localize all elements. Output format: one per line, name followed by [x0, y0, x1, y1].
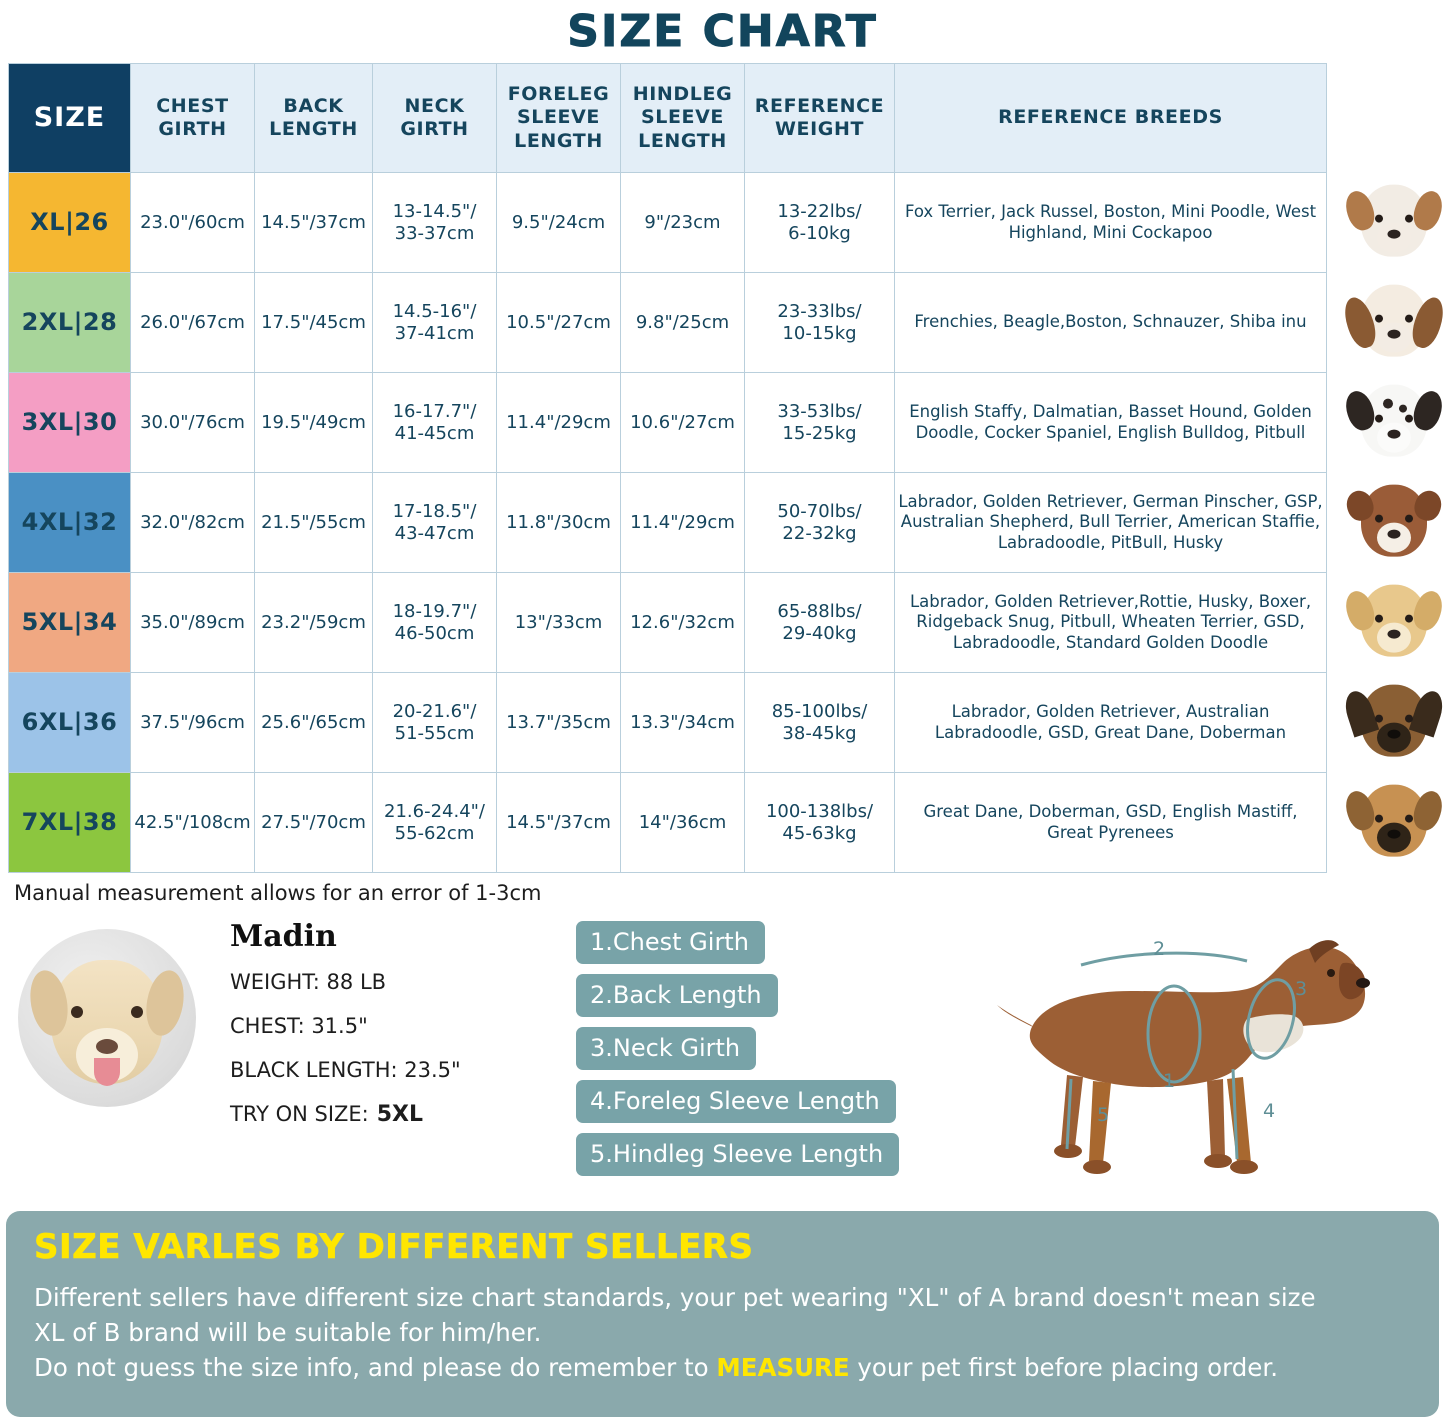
chest-girth-line1: CHEST	[156, 94, 229, 117]
seller-size-warning-banner	[6, 1211, 1439, 1417]
table-header	[9, 64, 1327, 173]
diagram-marker-4: 4	[1263, 1100, 1276, 1122]
hindleg-line3: LENGTH	[638, 129, 727, 152]
size-cell: 6XL|36	[9, 673, 131, 773]
banner-body	[34, 1281, 1421, 1385]
back-length-cell: 23.2"/59cm	[255, 573, 373, 673]
column-header-reference-weight	[745, 64, 895, 173]
chest-girth-cell: 30.0"/76cm	[131, 373, 255, 473]
hindleg-cell: 12.6"/32cm	[621, 573, 745, 673]
back-length-cell: 14.5"/37cm	[255, 173, 373, 273]
refweight-line2: WEIGHT	[774, 118, 865, 140]
neck-girth-inch: 14.5-16"/	[392, 300, 477, 322]
neck-girth-inch: 20-21.6"/	[392, 700, 477, 722]
neck-girth-cell	[373, 773, 497, 873]
breeds-cell: Frenchies, Beagle,Boston, Schnauzer, Shiba inu	[895, 273, 1327, 373]
table-row	[9, 373, 1327, 473]
table-row	[9, 773, 1327, 873]
neck-girth-cm: 43-47cm	[394, 522, 475, 544]
foreleg-cell: 10.5"/27cm	[497, 273, 621, 373]
neck-girth-cell	[373, 273, 497, 373]
weight-cell	[745, 373, 895, 473]
back-length-cell: 19.5"/49cm	[255, 373, 373, 473]
neck-girth-cm: 33-37cm	[394, 222, 475, 244]
foreleg-line3: LENGTH	[514, 129, 603, 152]
weight-lbs: 33-53lbs/	[777, 400, 862, 422]
weight-lbs: 23-33lbs/	[777, 300, 862, 322]
breed-photo-beagle	[1342, 267, 1445, 367]
weight-cell	[745, 773, 895, 873]
chest-girth-cell: 23.0"/60cm	[131, 173, 255, 273]
size-chart-table	[8, 63, 1327, 873]
back-length-cell: 17.5"/45cm	[255, 273, 373, 373]
breed-photo-german-shepherd	[1342, 667, 1445, 767]
breeds-cell: Labrador, Golden Retriever, Australian Labradoodle, GSD, Great Dane, Doberman	[895, 673, 1327, 773]
foreleg-line2: SLEEVE	[516, 106, 601, 129]
hindleg-cell: 14"/36cm	[621, 773, 745, 873]
neck-girth-cell	[373, 573, 497, 673]
table-row	[9, 173, 1327, 273]
weight-cell	[745, 273, 895, 373]
try-on-value: 5XL	[376, 1102, 424, 1127]
hindleg-cell: 11.4"/29cm	[621, 473, 745, 573]
dog-icon	[1342, 267, 1445, 367]
diagram-marker-2: 2	[1153, 938, 1166, 960]
back-length-line1: BACK	[283, 94, 344, 117]
weight-lbs: 65-88lbs/	[777, 600, 862, 622]
chest-girth-cell: 37.5"/96cm	[131, 673, 255, 773]
neck-girth-cell	[373, 673, 497, 773]
back-length-cell: 25.6"/65cm	[255, 673, 373, 773]
breed-photo-golden-retriever	[1342, 567, 1445, 667]
table-row	[9, 673, 1327, 773]
hindleg-cell: 9.8"/25cm	[621, 273, 745, 373]
pet-back-length: BLACK LENGTH: 23.5"	[230, 1058, 461, 1082]
weight-kg: 29-40kg	[782, 622, 857, 644]
banner-line-3	[34, 1351, 1421, 1386]
chest-girth-cell: 35.0"/89cm	[131, 573, 255, 673]
column-header-foreleg-sleeve-length	[497, 64, 621, 173]
foreleg-cell: 13.7"/35cm	[497, 673, 621, 773]
table-body	[9, 173, 1327, 873]
chest-girth-line2: GIRTH	[158, 118, 227, 140]
chest-girth-cell: 26.0"/67cm	[131, 273, 255, 373]
pet-weight: WEIGHT: 88 LB	[230, 970, 387, 994]
diagram-marker-3: 3	[1295, 978, 1308, 1000]
table-row	[9, 273, 1327, 373]
neck-girth-cm: 55-62cm	[394, 822, 475, 844]
neck-girth-line1: NECK	[404, 94, 465, 117]
weight-lbs: 50-70lbs/	[777, 500, 862, 522]
weight-kg: 15-25kg	[782, 422, 857, 444]
banner-title: SIZE VARLES BY DIFFERENT SELLERS	[34, 1227, 754, 1267]
weight-lbs: 100-138lbs/	[765, 800, 874, 822]
legend-item-hindleg-sleeve-length: 5.Hindleg Sleeve Length	[576, 1133, 899, 1176]
neck-girth-inch: 21.6-24.4"/	[384, 800, 485, 822]
dog-icon	[1342, 367, 1445, 467]
dog-diagram-svg	[971, 909, 1441, 1209]
weight-lbs: 13-22lbs/	[777, 200, 862, 222]
size-cell: 7XL|38	[9, 773, 131, 873]
weight-kg: 45-63kg	[782, 822, 857, 844]
legend-item-chest-girth: 1.Chest Girth	[576, 921, 765, 964]
avatar	[18, 929, 196, 1107]
foreleg-line1: FORELEG	[507, 83, 610, 106]
back-length-line2: LENGTH	[269, 118, 358, 140]
neck-girth-cm: 37-41cm	[394, 322, 475, 344]
breed-photo-american-staffordshire-terrier	[1342, 467, 1445, 567]
banner-line-1: Different sellers have different size chart standards, your pet wearing "XL" of A brand doesn't mean size	[34, 1283, 1316, 1312]
dog-icon	[1342, 567, 1445, 667]
middle-section	[0, 909, 1445, 1209]
weight-kg: 38-45kg	[782, 722, 857, 744]
neck-girth-cell	[373, 373, 497, 473]
measurement-legend	[576, 921, 956, 1186]
labrador-icon	[51, 960, 163, 1084]
breeds-cell: Labrador, Golden Retriever, German Pinscher, GSP, Australian Shepherd, Bull Terrier, American Staffie, Labradoodle, PitBull, Husky	[895, 473, 1327, 573]
weight-kg: 22-32kg	[782, 522, 857, 544]
foreleg-cell: 13"/33cm	[497, 573, 621, 673]
neck-girth-line2: GIRTH	[400, 118, 469, 140]
neck-girth-cm: 41-45cm	[394, 422, 475, 444]
diagram-marker-1: 1	[1163, 1070, 1176, 1092]
measurement-note: Manual measurement allows for an error of 1-3cm	[14, 881, 542, 905]
weight-lbs: 85-100lbs/	[771, 700, 868, 722]
banner-line-3-post: your pet first before placing order.	[849, 1352, 1278, 1382]
size-cell: 2XL|28	[9, 273, 131, 373]
dog-measurement-diagram	[971, 909, 1441, 1209]
weight-cell	[745, 673, 895, 773]
breeds-cell: Labrador, Golden Retriever,Rottie, Husky, Boxer, Ridgeback Snug, Pitbull, Wheaten Terrier, GSD, Labradoodle, Standard Golden Doodle	[895, 573, 1327, 673]
weight-kg: 10-15kg	[782, 322, 857, 344]
size-cell: 3XL|30	[9, 373, 131, 473]
breeds-cell: Great Dane, Doberman, GSD, English Mastiff, Great Pyrenees	[895, 773, 1327, 873]
neck-girth-cell	[373, 173, 497, 273]
weight-cell	[745, 473, 895, 573]
weight-cell	[745, 573, 895, 673]
column-header-reference-breeds: REFERENCE BREEDS	[895, 64, 1327, 173]
legend-item-back-length: 2.Back Length	[576, 974, 778, 1017]
breed-photo-dalmatian	[1342, 367, 1445, 467]
column-header-chest-girth	[131, 64, 255, 173]
banner-line-2: XL of B brand will be suitable for him/her.	[34, 1317, 542, 1347]
banner-measure-highlight: MEASURE	[716, 1352, 850, 1382]
breed-photo-jack-russell-terrier	[1342, 167, 1445, 267]
weight-kg: 6-10kg	[788, 222, 851, 244]
back-length-cell: 27.5"/70cm	[255, 773, 373, 873]
dog-icon	[1342, 667, 1445, 767]
banner-line-3-pre: Do not guess the size info, and please do remember to	[34, 1352, 717, 1382]
table-row	[9, 573, 1327, 673]
neck-girth-cm: 51-55cm	[394, 722, 475, 744]
column-header-neck-girth	[373, 64, 497, 173]
legend-item-neck-girth: 3.Neck Girth	[576, 1027, 756, 1070]
neck-girth-cm: 46-50cm	[394, 622, 475, 644]
legend-item-foreleg-sleeve-length: 4.Foreleg Sleeve Length	[576, 1080, 896, 1123]
weight-cell	[745, 173, 895, 273]
column-header-back-length	[255, 64, 373, 173]
hindleg-cell: 9"/23cm	[621, 173, 745, 273]
refweight-line1: REFERENCE	[754, 94, 885, 117]
foreleg-cell: 11.8"/30cm	[497, 473, 621, 573]
dog-icon	[1342, 167, 1445, 267]
pet-chest: CHEST: 31.5"	[230, 1014, 368, 1038]
dog-icon	[1342, 767, 1445, 867]
breeds-cell: English Staffy, Dalmatian, Basset Hound, Golden Doodle, Cocker Spaniel, English Bulldog, Pitbull	[895, 373, 1327, 473]
dog-icon	[1342, 467, 1445, 567]
hindleg-cell: 13.3"/34cm	[621, 673, 745, 773]
table-row	[9, 473, 1327, 573]
back-length-cell: 21.5"/55cm	[255, 473, 373, 573]
pet-try-on-size	[230, 1102, 530, 1127]
neck-girth-cell	[373, 473, 497, 573]
breeds-cell: Fox Terrier, Jack Russel, Boston, Mini Poodle, West Highland, Mini Cockapoo	[895, 173, 1327, 273]
try-on-label: TRY ON SIZE:	[230, 1102, 369, 1126]
neck-girth-inch: 13-14.5"/	[392, 200, 477, 222]
neck-girth-inch: 17-18.5"/	[392, 500, 477, 522]
neck-girth-inch: 18-19.7"/	[392, 600, 477, 622]
dog-body-illustration	[997, 940, 1370, 1174]
pet-profile-text	[230, 919, 530, 1147]
foreleg-cell: 9.5"/24cm	[497, 173, 621, 273]
size-chart-table-wrapper	[8, 63, 1437, 873]
foreleg-cell: 11.4"/29cm	[497, 373, 621, 473]
hindleg-line1: HINDLEG	[632, 83, 733, 106]
chest-girth-cell: 42.5"/108cm	[131, 773, 255, 873]
hindleg-cell: 10.6"/27cm	[621, 373, 745, 473]
hindleg-line2: SLEEVE	[640, 106, 725, 129]
chest-girth-cell: 32.0"/82cm	[131, 473, 255, 573]
column-header-size: SIZE	[9, 64, 131, 173]
pet-name: Madin	[230, 919, 337, 954]
breed-photo-column	[1342, 63, 1445, 867]
diagram-marker-5: 5	[1097, 1104, 1110, 1126]
foreleg-cell: 14.5"/37cm	[497, 773, 621, 873]
breed-photo-great-dane	[1342, 767, 1445, 867]
size-cell: XL|26	[9, 173, 131, 273]
size-cell: 4XL|32	[9, 473, 131, 573]
neck-girth-inch: 16-17.7"/	[392, 400, 477, 422]
size-cell: 5XL|34	[9, 573, 131, 673]
page-title: SIZE CHART	[567, 6, 878, 57]
column-header-hindleg-sleeve-length	[621, 64, 745, 173]
